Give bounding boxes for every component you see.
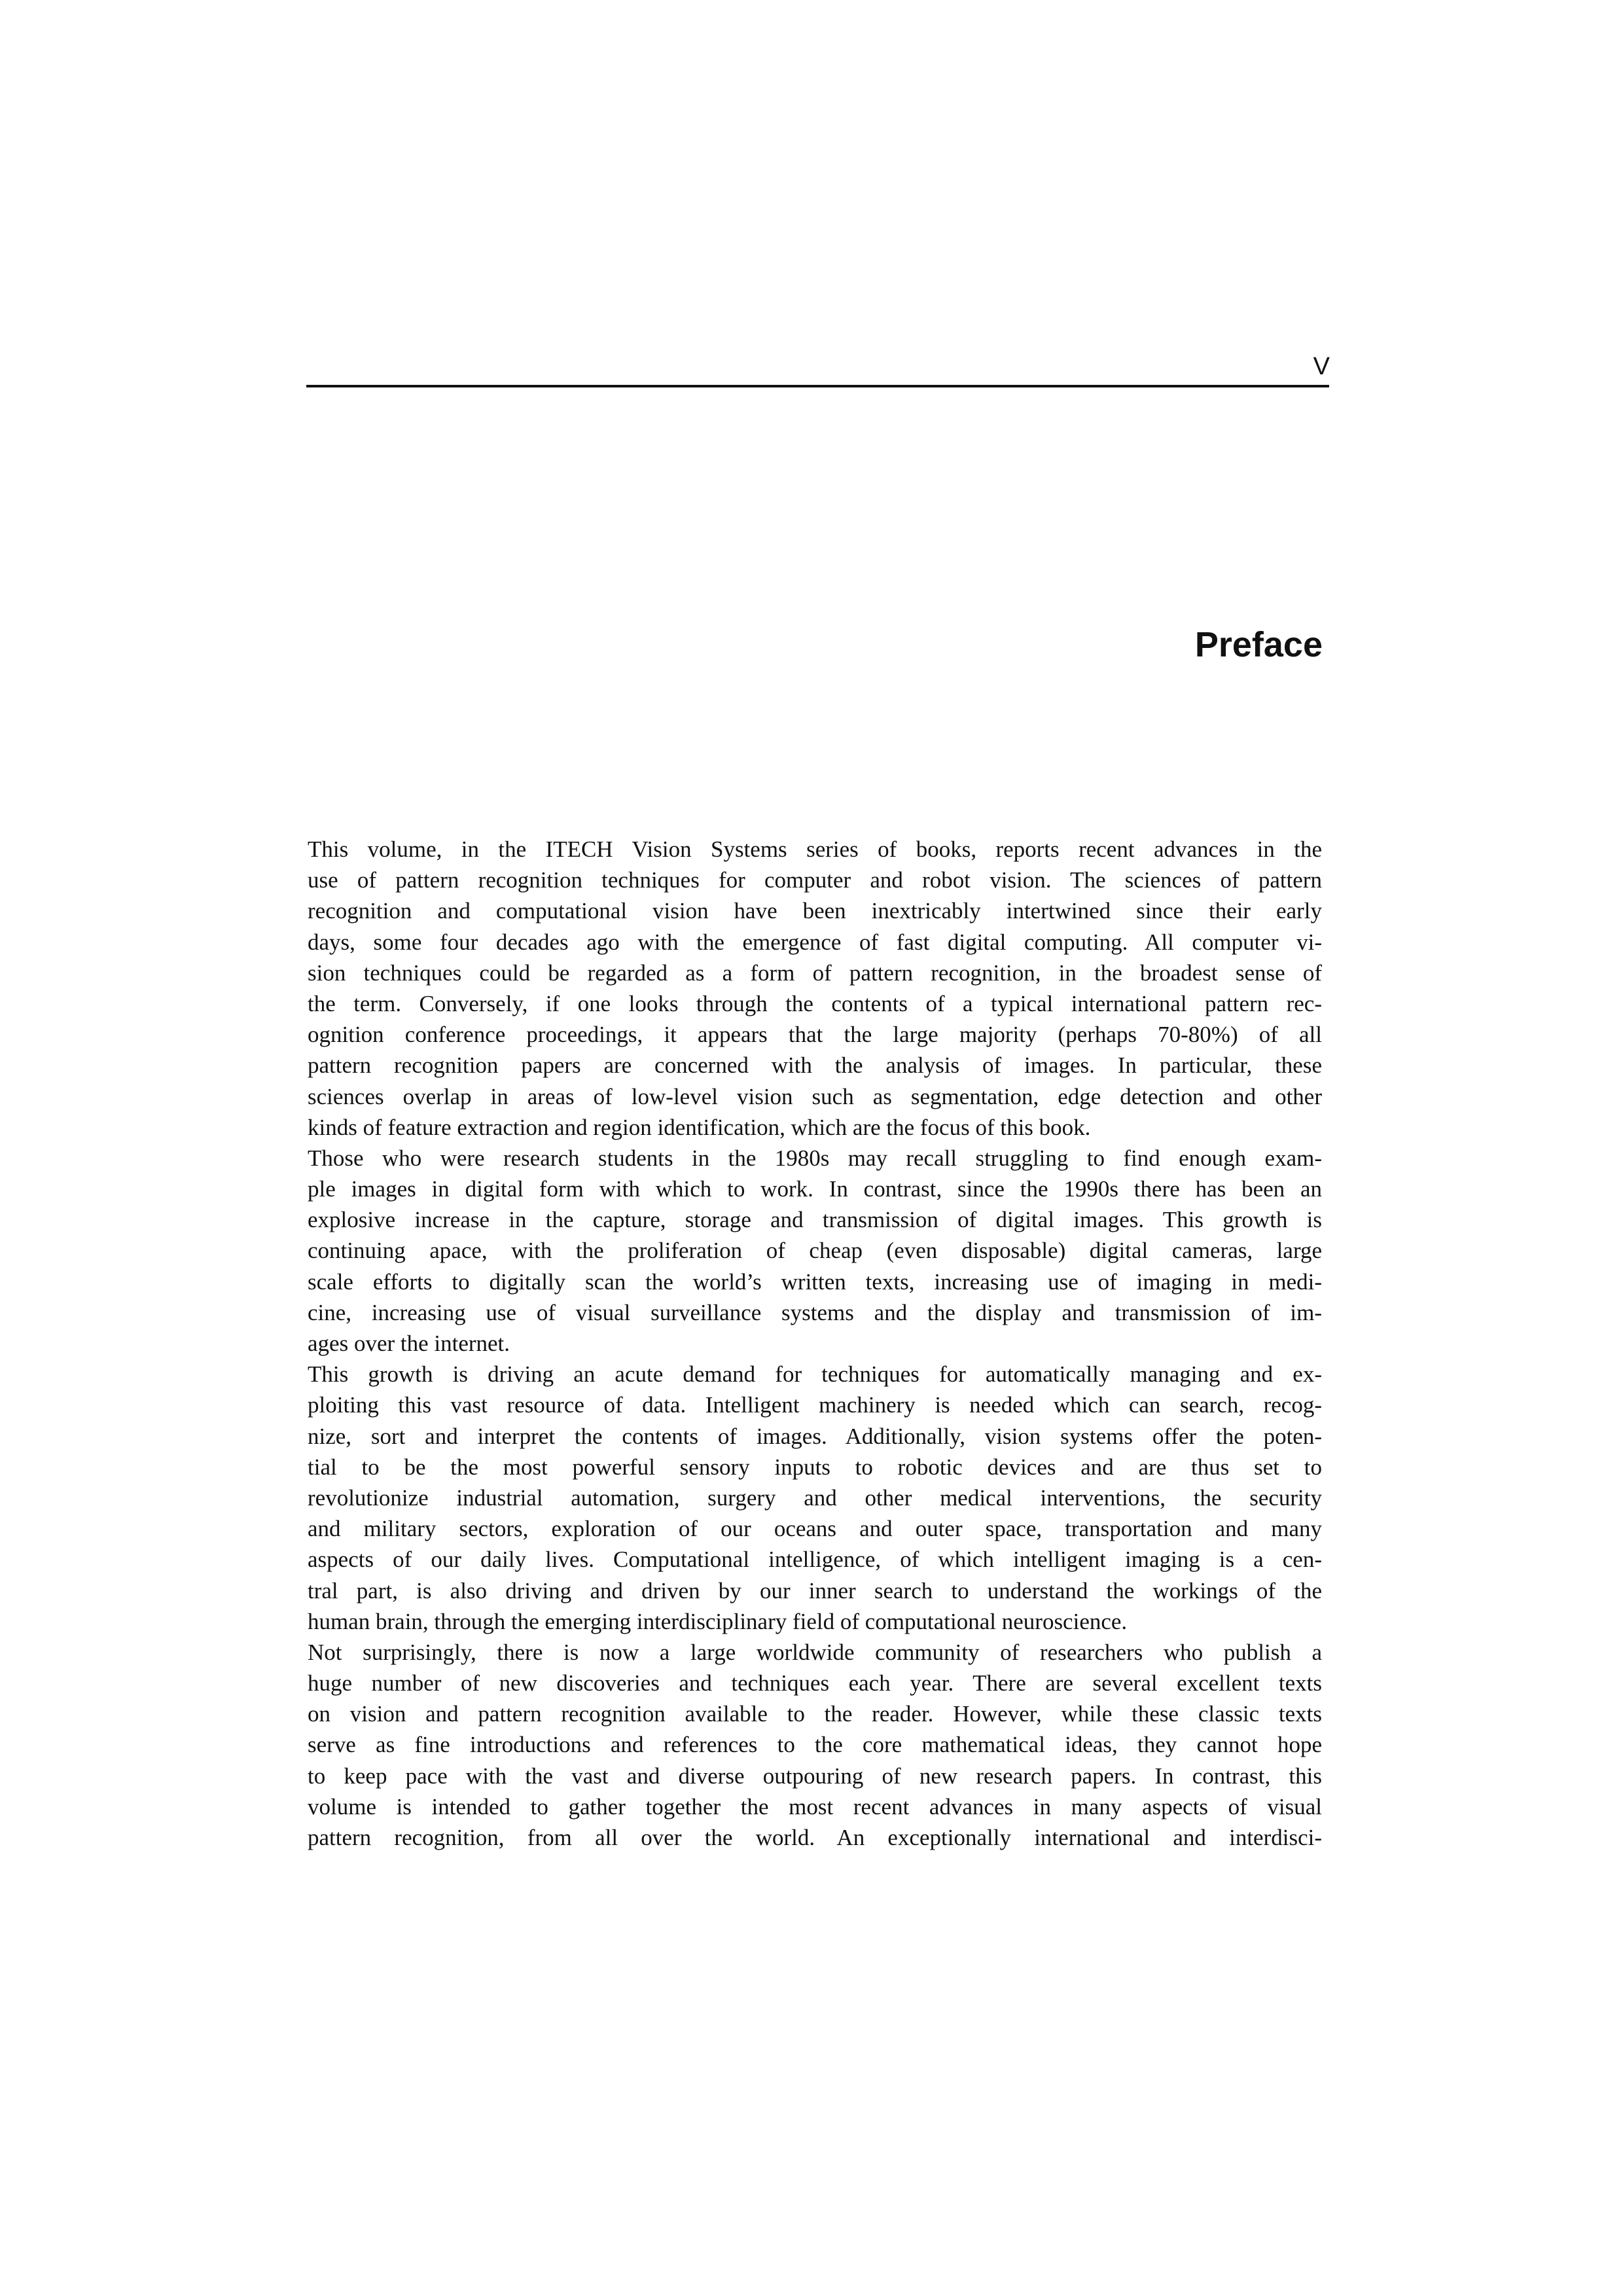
text-line: Not surprisingly, there is now a large worldwide community of researchers who publish a <box>308 1639 1322 1665</box>
text-line: This volume, in the ITECH Vision Systems series of books, reports recent advances in the <box>308 836 1322 862</box>
text-line: continuing apace, with the proliferation of cheap (even disposable) digital cameras, large <box>308 1238 1322 1264</box>
text-line: tial to be the most powerful sensory inputs to robotic devices and are thus set to <box>308 1454 1322 1480</box>
page-number: V <box>1313 353 1330 380</box>
text-line: days, some four decades ago with the emergence of fast digital computing. All computer vi- <box>308 929 1322 955</box>
text-line: ploiting this vast resource of data. Intelligent machinery is needed which can search, recog- <box>308 1392 1322 1418</box>
text-line: and military sectors, exploration of our oceans and outer space, transportation and many <box>308 1516 1322 1542</box>
text-line: human brain, through the emerging interdisciplinary field of computational neuroscience. <box>308 1608 1128 1634</box>
text-line: use of pattern recognition techniques for computer and robot vision. The sciences of pattern <box>308 867 1322 893</box>
text-line: volume is intended to gather together the most recent advances in many aspects of visual <box>308 1793 1322 1820</box>
text-line: sion techniques could be regarded as a form of pattern recognition, in the broadest sense of <box>308 960 1322 986</box>
text-line: sciences overlap in areas of low-level vision such as segmentation, edge detection and other <box>308 1083 1322 1109</box>
text-line: huge number of new discoveries and techniques each year. There are several excellent texts <box>308 1670 1322 1696</box>
text-line: revolutionize industrial automation, surgery and other medical interventions, the security <box>308 1484 1322 1511</box>
text-line: nize, sort and interpret the contents of images. Additionally, vision systems offer the poten- <box>308 1423 1322 1449</box>
text-line: tral part, is also driving and driven by our inner search to understand the workings of the <box>308 1577 1322 1604</box>
text-line: pattern recognition papers are concerned with the analysis of images. In particular, these <box>308 1052 1322 1079</box>
chapter-title: Preface <box>1194 625 1323 664</box>
text-line: explosive increase in the capture, storage and transmission of digital images. This growth is <box>308 1207 1322 1233</box>
text-line: ages over the internet. <box>308 1331 510 1356</box>
text-line: cine, increasing use of visual surveillance systems and the display and transmission of im- <box>308 1299 1322 1325</box>
text-line: serve as fine introductions and references to the core mathematical ideas, they cannot hope <box>308 1732 1322 1758</box>
text-line: on vision and pattern recognition available to the reader. However, while these classic texts <box>308 1701 1322 1727</box>
text-line: to keep pace with the vast and diverse outpouring of new research papers. In contrast, this <box>308 1763 1322 1789</box>
text-line: the term. Conversely, if one looks through the contents of a typical international pattern rec- <box>308 990 1322 1016</box>
text-line: This growth is driving an acute demand for techniques for automatically managing and ex- <box>308 1361 1322 1388</box>
text-line: ple images in digital form with which to work. In contrast, since the 1990s there has been an <box>308 1176 1322 1202</box>
preface-body <box>308 834 1322 1853</box>
text-line: pattern recognition, from all over the world. An exceptionally international and interdisci- <box>308 1825 1322 1850</box>
text-line: recognition and computational vision have been inextricably intertwined since their early <box>308 898 1322 924</box>
text-line: aspects of our daily lives. Computational intelligence, of which intelligent imaging is a cen- <box>308 1547 1322 1573</box>
text-line: kinds of feature extraction and region identification, which are the focus of this book. <box>308 1114 1091 1140</box>
text-line: ognition conference proceedings, it appears that the large majority (perhaps 70-80%) of all <box>308 1022 1322 1048</box>
text-line: scale efforts to digitally scan the world’s written texts, increasing use of imaging in medi- <box>308 1268 1322 1295</box>
text-line: Those who were research students in the 1980s may recall struggling to find enough exam- <box>308 1145 1322 1171</box>
header-rule <box>306 385 1329 387</box>
